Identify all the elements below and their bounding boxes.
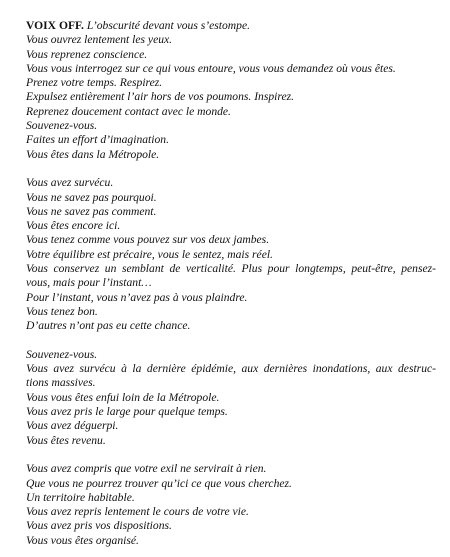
text-line: Vous êtes dans la Métropole. (26, 147, 160, 161)
text-line: Pour l’instant, vous n’avez pas à vous plaindre. (26, 290, 248, 304)
text-line: VOIX OFF. L’obscurité devant vous s’estompe. (26, 19, 251, 32)
text-line: Vous conservez un semblant de verticalité. Plus pour longtemps, peut-être, pensez- (26, 262, 436, 276)
text-line: Reprenez doucement contact avec le monde. (26, 104, 231, 118)
text-line: Vous ne savez pas comment. (26, 204, 157, 218)
stanza-2 (26, 176, 436, 333)
stanza-4 (26, 462, 436, 548)
text-line: Souvenez-vous. (26, 119, 98, 133)
stanza-3 (26, 348, 436, 448)
text-line: vous, mais pour l’instant… (26, 276, 152, 290)
text-line: Vous êtes encore ici. (26, 219, 121, 233)
speaker-label: VOIX OFF. (26, 19, 84, 32)
text-line: Vous avez compris que votre exil ne servirait à rien. (26, 462, 267, 476)
text-line: Vous tenez comme vous pouvez sur vos deux jambes. (26, 233, 270, 247)
text-line: Que vous ne pourrez trouver qu’ici ce que vous cherchez. (26, 476, 292, 490)
text-line: Vous êtes revenu. (26, 433, 106, 447)
stanza-1 (26, 19, 436, 162)
text-line: Vous avez survécu. (26, 176, 114, 190)
text-line: Vous ne savez pas pourquoi. (26, 190, 157, 204)
stanza-gap (26, 448, 436, 462)
text-line: Vous avez pris le large pour quelque temps. (26, 405, 228, 419)
text-line: Vous tenez bon. (26, 304, 98, 318)
text-line: Vous vous interrogez sur ce qui vous entoure, vous vous demandez où vous êtes. (26, 61, 396, 75)
text-line: Vous avez survécu à la dernière épidémie, aux dernières inondations, aux destruc- (26, 362, 436, 376)
text-line: Vous reprenez conscience. (26, 47, 148, 61)
text-line: Vous ouvrez lentement les yeux. (26, 33, 173, 47)
text-line: D’autres n’ont pas eu cette chance. (26, 319, 191, 333)
text-line: Vous avez pris vos dispositions. (26, 519, 172, 533)
text-line: Un territoire habitable. (26, 490, 135, 504)
text-line: Prenez votre temps. Respirez. (26, 76, 163, 90)
text-line: Vous vous êtes organisé. (26, 533, 139, 547)
document-page (26, 19, 436, 548)
stanza-gap (26, 162, 436, 176)
text-line: Votre équilibre est précaire, vous le sentez, mais réel. (26, 247, 273, 261)
text-line: Vous vous êtes enfui loin de la Métropole. (26, 390, 220, 404)
text-line: Faites un effort d’imagination. (26, 133, 169, 147)
text-line: Vous avez déguerpi. (26, 419, 119, 433)
text-line: tions massives. (26, 376, 96, 390)
text-line: Vous avez repris lentement le cours de votre vie. (26, 505, 249, 519)
text-line: Souvenez-vous. (26, 347, 98, 361)
stanza-gap (26, 334, 436, 348)
text-line: Expulsez entièrement l’air hors de vos poumons. Inspirez. (26, 90, 295, 104)
